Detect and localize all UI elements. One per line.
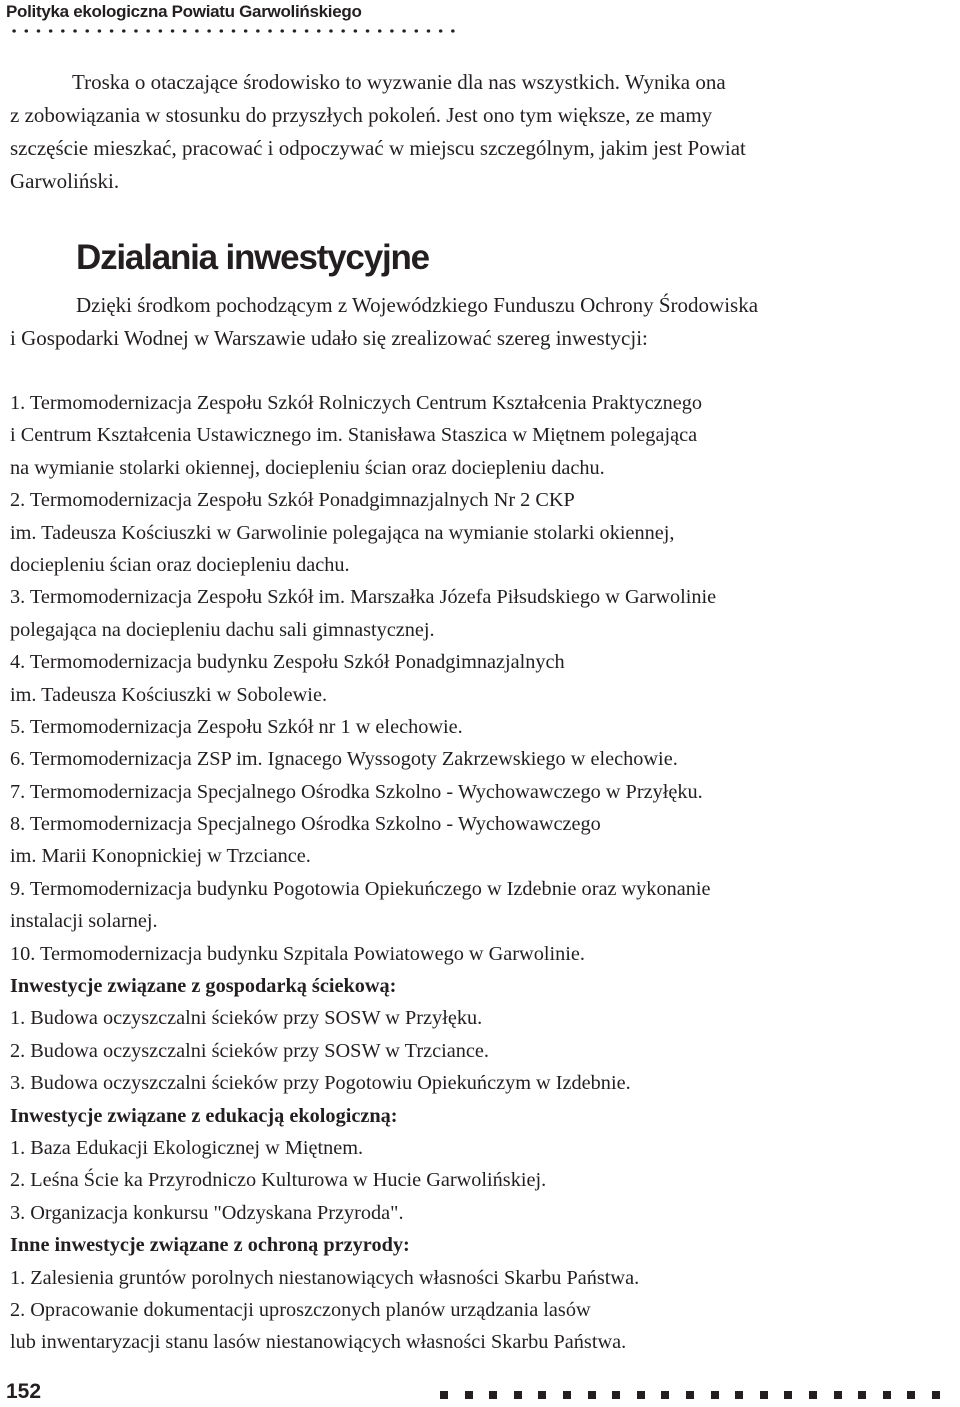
subsection-heading: Inne inwestycje związane z ochroną przyrody: xyxy=(10,1234,410,1257)
footer-square xyxy=(883,1391,891,1399)
footer-square xyxy=(932,1391,940,1399)
list-line: 3. Budowa oczyszczalni ścieków przy Pogotowiu Opiekuńczym w Izdebnie. xyxy=(10,1072,631,1095)
investment-list xyxy=(10,387,930,1359)
footer-square xyxy=(440,1391,448,1399)
list-line: 2. Termomodernizacja Zespołu Szkół Ponadgimnazjalnych Nr 2 CKP xyxy=(10,489,575,512)
list-line: 3. Termomodernizacja Zespołu Szkół im. Marszałka Józefa Piłsudskiego w Garwolinie xyxy=(10,586,717,609)
list-line: 10. Termomodernizacja budynku Szpitala Powiatowego w Garwolinie. xyxy=(10,942,585,965)
list-line: im. Tadeusza Kościuszki w Sobolewie. xyxy=(10,683,328,706)
list-line: im. Tadeusza Kościuszki w Garwolinie polegająca na wymianie stolarki okiennej, xyxy=(10,521,675,544)
footer-square xyxy=(612,1391,620,1399)
footer-square xyxy=(711,1391,719,1399)
subsection-heading: Inwestycje związane z gospodarką ściekową: xyxy=(10,975,397,998)
intro-line: Troska o otaczające środowisko to wyzwanie dla nas wszystkich. Wynika ona xyxy=(72,70,726,94)
list-line: i Centrum Kształcenia Ustawicznego im. Stanisława Staszica w Miętnem polegająca xyxy=(10,424,698,447)
intro-line: szczęście mieszkać, pracować i odpoczywać w miejscu szczególnym, jakim jest Powiat xyxy=(10,136,746,160)
list-line: 1. Baza Edukacji Ekologicznej w Miętnem. xyxy=(10,1136,364,1159)
section-title: Dzialania inwestycyjne xyxy=(76,238,429,277)
list-line: 1. Termomodernizacja Zespołu Szkół Rolniczych Centrum Kształcenia Praktycznego xyxy=(10,392,703,414)
footer-square xyxy=(489,1391,497,1399)
footer-square xyxy=(588,1391,596,1399)
list-line: 4. Termomodernizacja budynku Zespołu Szkół Ponadgimnazjalnych xyxy=(10,651,565,674)
list-line: 2. Budowa oczyszczalni ścieków przy SOSW w Trzciance. xyxy=(10,1039,489,1062)
footer-square xyxy=(907,1391,915,1399)
list-line: na wymianie stolarki okiennej, dociepleniu ścian oraz dociepleniu dachu. xyxy=(10,456,605,479)
header-dotted-rule xyxy=(8,28,458,34)
running-header: Polityka ekologiczna Powiatu Garwolińskiego xyxy=(6,2,362,21)
footer-square xyxy=(735,1391,743,1399)
intro-line: Garwoliński. xyxy=(10,169,120,193)
intro-line: z zobowiązania w stosunku do przyszłych pokoleń. Jest ono tym większe, ze mamy xyxy=(10,103,713,127)
list-line: lub inwentaryzacji stanu lasów niestanowiących własności Skarbu Państwa. xyxy=(10,1331,627,1354)
subsection-heading: Inwestycje związane z edukacją ekologiczną: xyxy=(10,1104,398,1127)
list-line: 1. Budowa oczyszczalni ścieków przy SOSW w Przyłęku. xyxy=(10,1007,483,1030)
list-line: polegająca na dociepleniu dachu sali gimnastycznej. xyxy=(10,618,435,641)
footer-square xyxy=(809,1391,817,1399)
list-line: 9. Termomodernizacja budynku Pogotowia Opiekuńczego w Izdebnie oraz wykonanie xyxy=(10,877,711,900)
list-line: 3. Organizacja konkursu "Odzyskana Przyroda". xyxy=(10,1201,404,1224)
footer-square xyxy=(538,1391,546,1399)
footer-square xyxy=(661,1391,669,1399)
footer-square xyxy=(858,1391,866,1399)
list-line: im. Marii Konopnickiej w Trzciance. xyxy=(10,845,311,868)
footer-square xyxy=(760,1391,768,1399)
lead-line: Dzięki środkom pochodzącym z Wojewódzkiego Funduszu Ochrony Środowiska xyxy=(76,293,759,317)
page-number: 152 xyxy=(6,1380,42,1403)
footer-square xyxy=(686,1391,694,1399)
footer-square xyxy=(784,1391,792,1399)
footer-square xyxy=(637,1391,645,1399)
list-line: instalacji solarnej. xyxy=(10,910,158,933)
list-line: 1. Zalesienia gruntów porolnych niestanowiących własności Skarbu Państwa. xyxy=(10,1266,640,1289)
footer-square xyxy=(563,1391,571,1399)
list-line: 7. Termomodernizacja Specjalnego Ośrodka Szkolno - Wychowawczego w Przyłęku. xyxy=(10,780,703,803)
section-lead-paragraph xyxy=(10,289,920,355)
list-line: dociepleniu ścian oraz dociepleniu dachu. xyxy=(10,553,350,576)
list-line: 2. Opracowanie dokumentacji uproszczonych planów urządzania lasów xyxy=(10,1298,591,1321)
list-line: 2. Leśna Ście ka Przyrodniczo Kulturowa w Hucie Garwolińskiej. xyxy=(10,1169,547,1192)
footer-square xyxy=(465,1391,473,1399)
footer-square xyxy=(834,1391,842,1399)
lead-line: i Gospodarki Wodnej w Warszawie udało się zrealizować szereg inwestycji: xyxy=(10,326,648,350)
list-line: 5. Termomodernizacja Zespołu Szkół nr 1 w elechowie. xyxy=(10,715,463,738)
list-line: 6. Termomodernizacja ZSP im. Ignacego Wyssogoty Zakrzewskiego w elechowie. xyxy=(10,748,678,771)
footer-square xyxy=(514,1391,522,1399)
list-line: 8. Termomodernizacja Specjalnego Ośrodka Szkolno - Wychowawczego xyxy=(10,813,601,836)
intro-paragraph xyxy=(10,66,910,198)
